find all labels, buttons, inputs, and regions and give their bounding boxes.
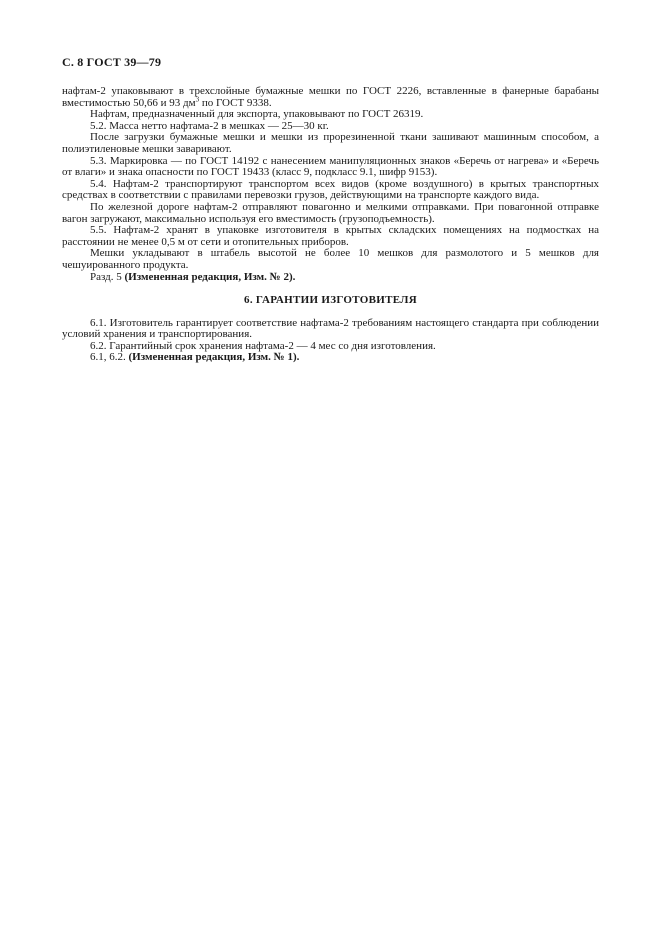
superscript: 3: [195, 94, 200, 103]
amendment-note: (Измененная редакция, Изм. № 1).: [128, 351, 300, 364]
paragraph-6-1: 6.1. Изготовитель гарантирует соответствие нафтама-2 требованиям настоящего стандарта при соблюдении условий хранения и транспортирования.: [62, 316, 599, 341]
amendment-note: (Измененная редакция, Изм. № 2).: [124, 270, 296, 283]
paragraph-text: по ГОСТ 9338.: [199, 96, 272, 109]
note-prefix: Разд. 5: [90, 270, 125, 283]
paragraph-section-5-note: [62, 272, 599, 284]
page-header: С. 8 ГОСТ 39—79: [62, 55, 162, 69]
paragraph-5-3: 5.3. Маркировка — по ГОСТ 14192 с нанесением манипуляционных знаков «Беречь от нагрева» и «Беречь от влаги» и знака опасности по ГОСТ 19433 (класс 9, подкласс 9.1, шифр 9153).: [62, 154, 599, 179]
note-prefix: 6.1, 6.2.: [90, 351, 129, 364]
section-6-title: 6. ГАРАНТИИ ИЗГОТОВИТЕЛЯ: [244, 294, 417, 307]
paragraph-5-4: 5.4. Нафтам-2 транспортируют транспортом всех видов (кроме воздушного) в крытых транспортных средствах в соответствии с правилами перевозки грузов, действующими на транспорте каждого вида.: [62, 177, 599, 202]
paragraph-5-5: 5.5. Нафтам-2 хранят в упаковке изготовителя в крытых складских помещениях на подмостках на расстоянии не менее 0,5 м от сети и отопительных приборов.: [62, 224, 599, 248]
document-body: [62, 86, 599, 364]
paragraph-bag-sealing: После загрузки бумажные мешки и мешки из прорезиненной ткани зашивают машинным способом, а полиэтиленовые мешки заваривают.: [62, 131, 599, 155]
paragraph-6-2: 6.2. Гарантийный срок хранения нафтама-2 — 4 мес со дня изготовления.: [90, 339, 436, 352]
paragraph-text: нафтам-2 упаковывают в трехслойные бумажные мешки по ГОСТ 2226, вставленные в фанерные барабаны вместимостью 50,66 и 93 дм: [62, 85, 599, 109]
paragraph-section-6-note: [62, 352, 599, 364]
paragraph-export: Нафтам, предназначенный для экспорта, упаковывают по ГОСТ 26319.: [90, 108, 424, 121]
paragraph-packaging: [62, 86, 599, 109]
paragraph-5-2: 5.2. Масса нетто нафтама-2 в мешках — 25—30 кг.: [90, 119, 329, 132]
paragraph-railway: По железной дороге нафтам-2 отправляют повагонно и мелкими отправками. При повагонной отправке вагон загружают, максимально используя его вместимость (грузоподъемность).: [62, 200, 599, 225]
paragraph-stacking: Мешки укладывают в штабель высотой не более 10 мешков для размолотого и 5 мешков для чешуированного продукта.: [62, 247, 599, 271]
